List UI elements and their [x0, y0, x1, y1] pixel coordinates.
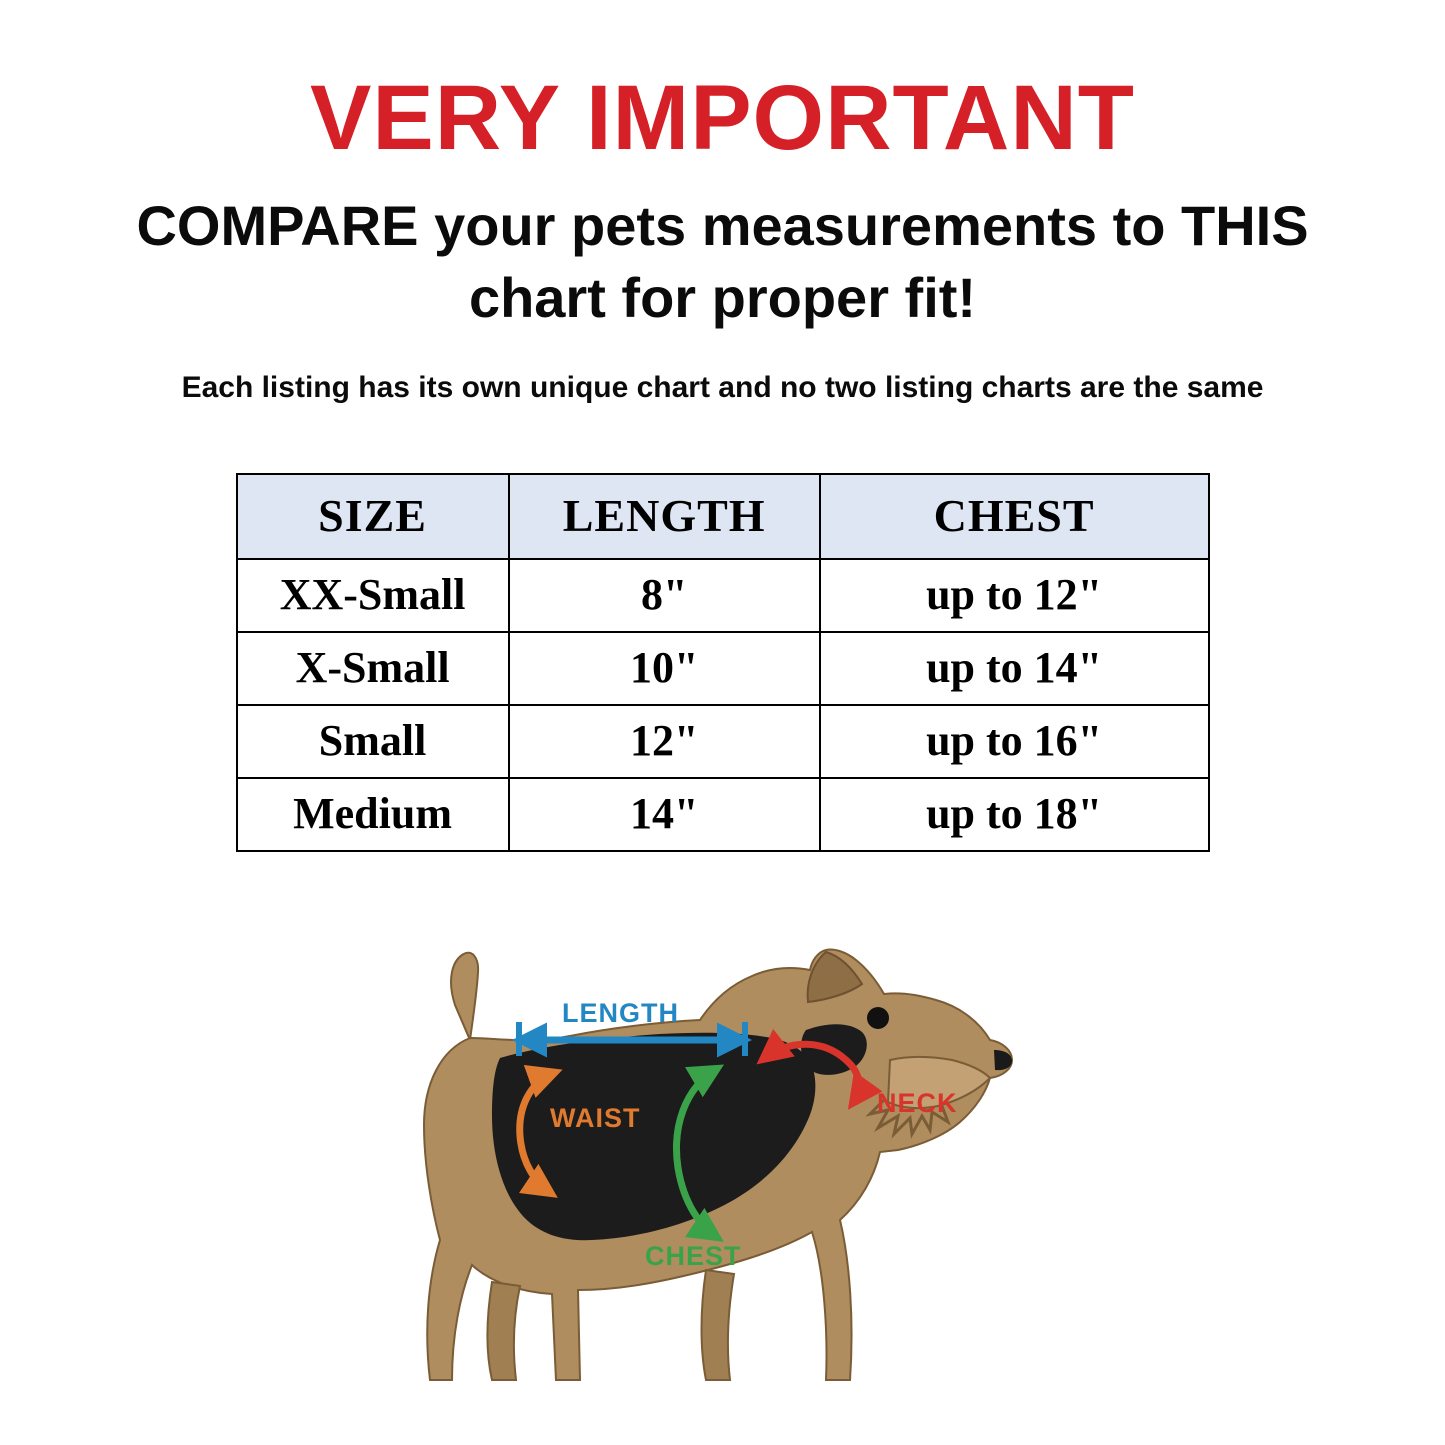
column-header-length: LENGTH: [509, 474, 820, 559]
cell-chest: up to 18": [820, 778, 1209, 851]
cell-length: 12": [509, 705, 820, 778]
cell-chest: up to 16": [820, 705, 1209, 778]
cell-length: 8": [509, 559, 820, 632]
label-length: LENGTH: [562, 998, 679, 1029]
column-header-chest: CHEST: [820, 474, 1209, 559]
cell-size: XX-Small: [237, 559, 509, 632]
cell-size: Medium: [237, 778, 509, 851]
label-waist: WAIST: [550, 1103, 641, 1134]
page-subheadline: COMPARE your pets measurements to THIS chart for proper fit!: [136, 194, 1309, 329]
label-neck: NECK: [877, 1088, 958, 1119]
cell-chest: up to 14": [820, 632, 1209, 705]
cell-length: 14": [509, 778, 820, 851]
table-row: [237, 559, 1209, 632]
cell-size: X-Small: [237, 632, 509, 705]
cell-length: 10": [509, 632, 820, 705]
dog-illustration-svg: [0, 910, 1445, 1430]
label-chest: CHEST: [645, 1241, 742, 1272]
cell-size: Small: [237, 705, 509, 778]
table-header-row: [237, 474, 1209, 559]
listing-note: Each listing has its own unique chart and no two listing charts are the same: [181, 371, 1264, 405]
dog-eye: [867, 1007, 889, 1029]
dog-measurement-diagram: [0, 910, 1445, 1430]
cell-chest: up to 12": [820, 559, 1209, 632]
dog-figure: [424, 950, 1012, 1381]
page-headline: VERY IMPORTANT: [309, 67, 1136, 169]
table-row: [237, 632, 1209, 705]
table-row: [237, 778, 1209, 851]
table-row: [237, 705, 1209, 778]
column-header-size: SIZE: [237, 474, 509, 559]
size-chart-table: [236, 473, 1210, 852]
